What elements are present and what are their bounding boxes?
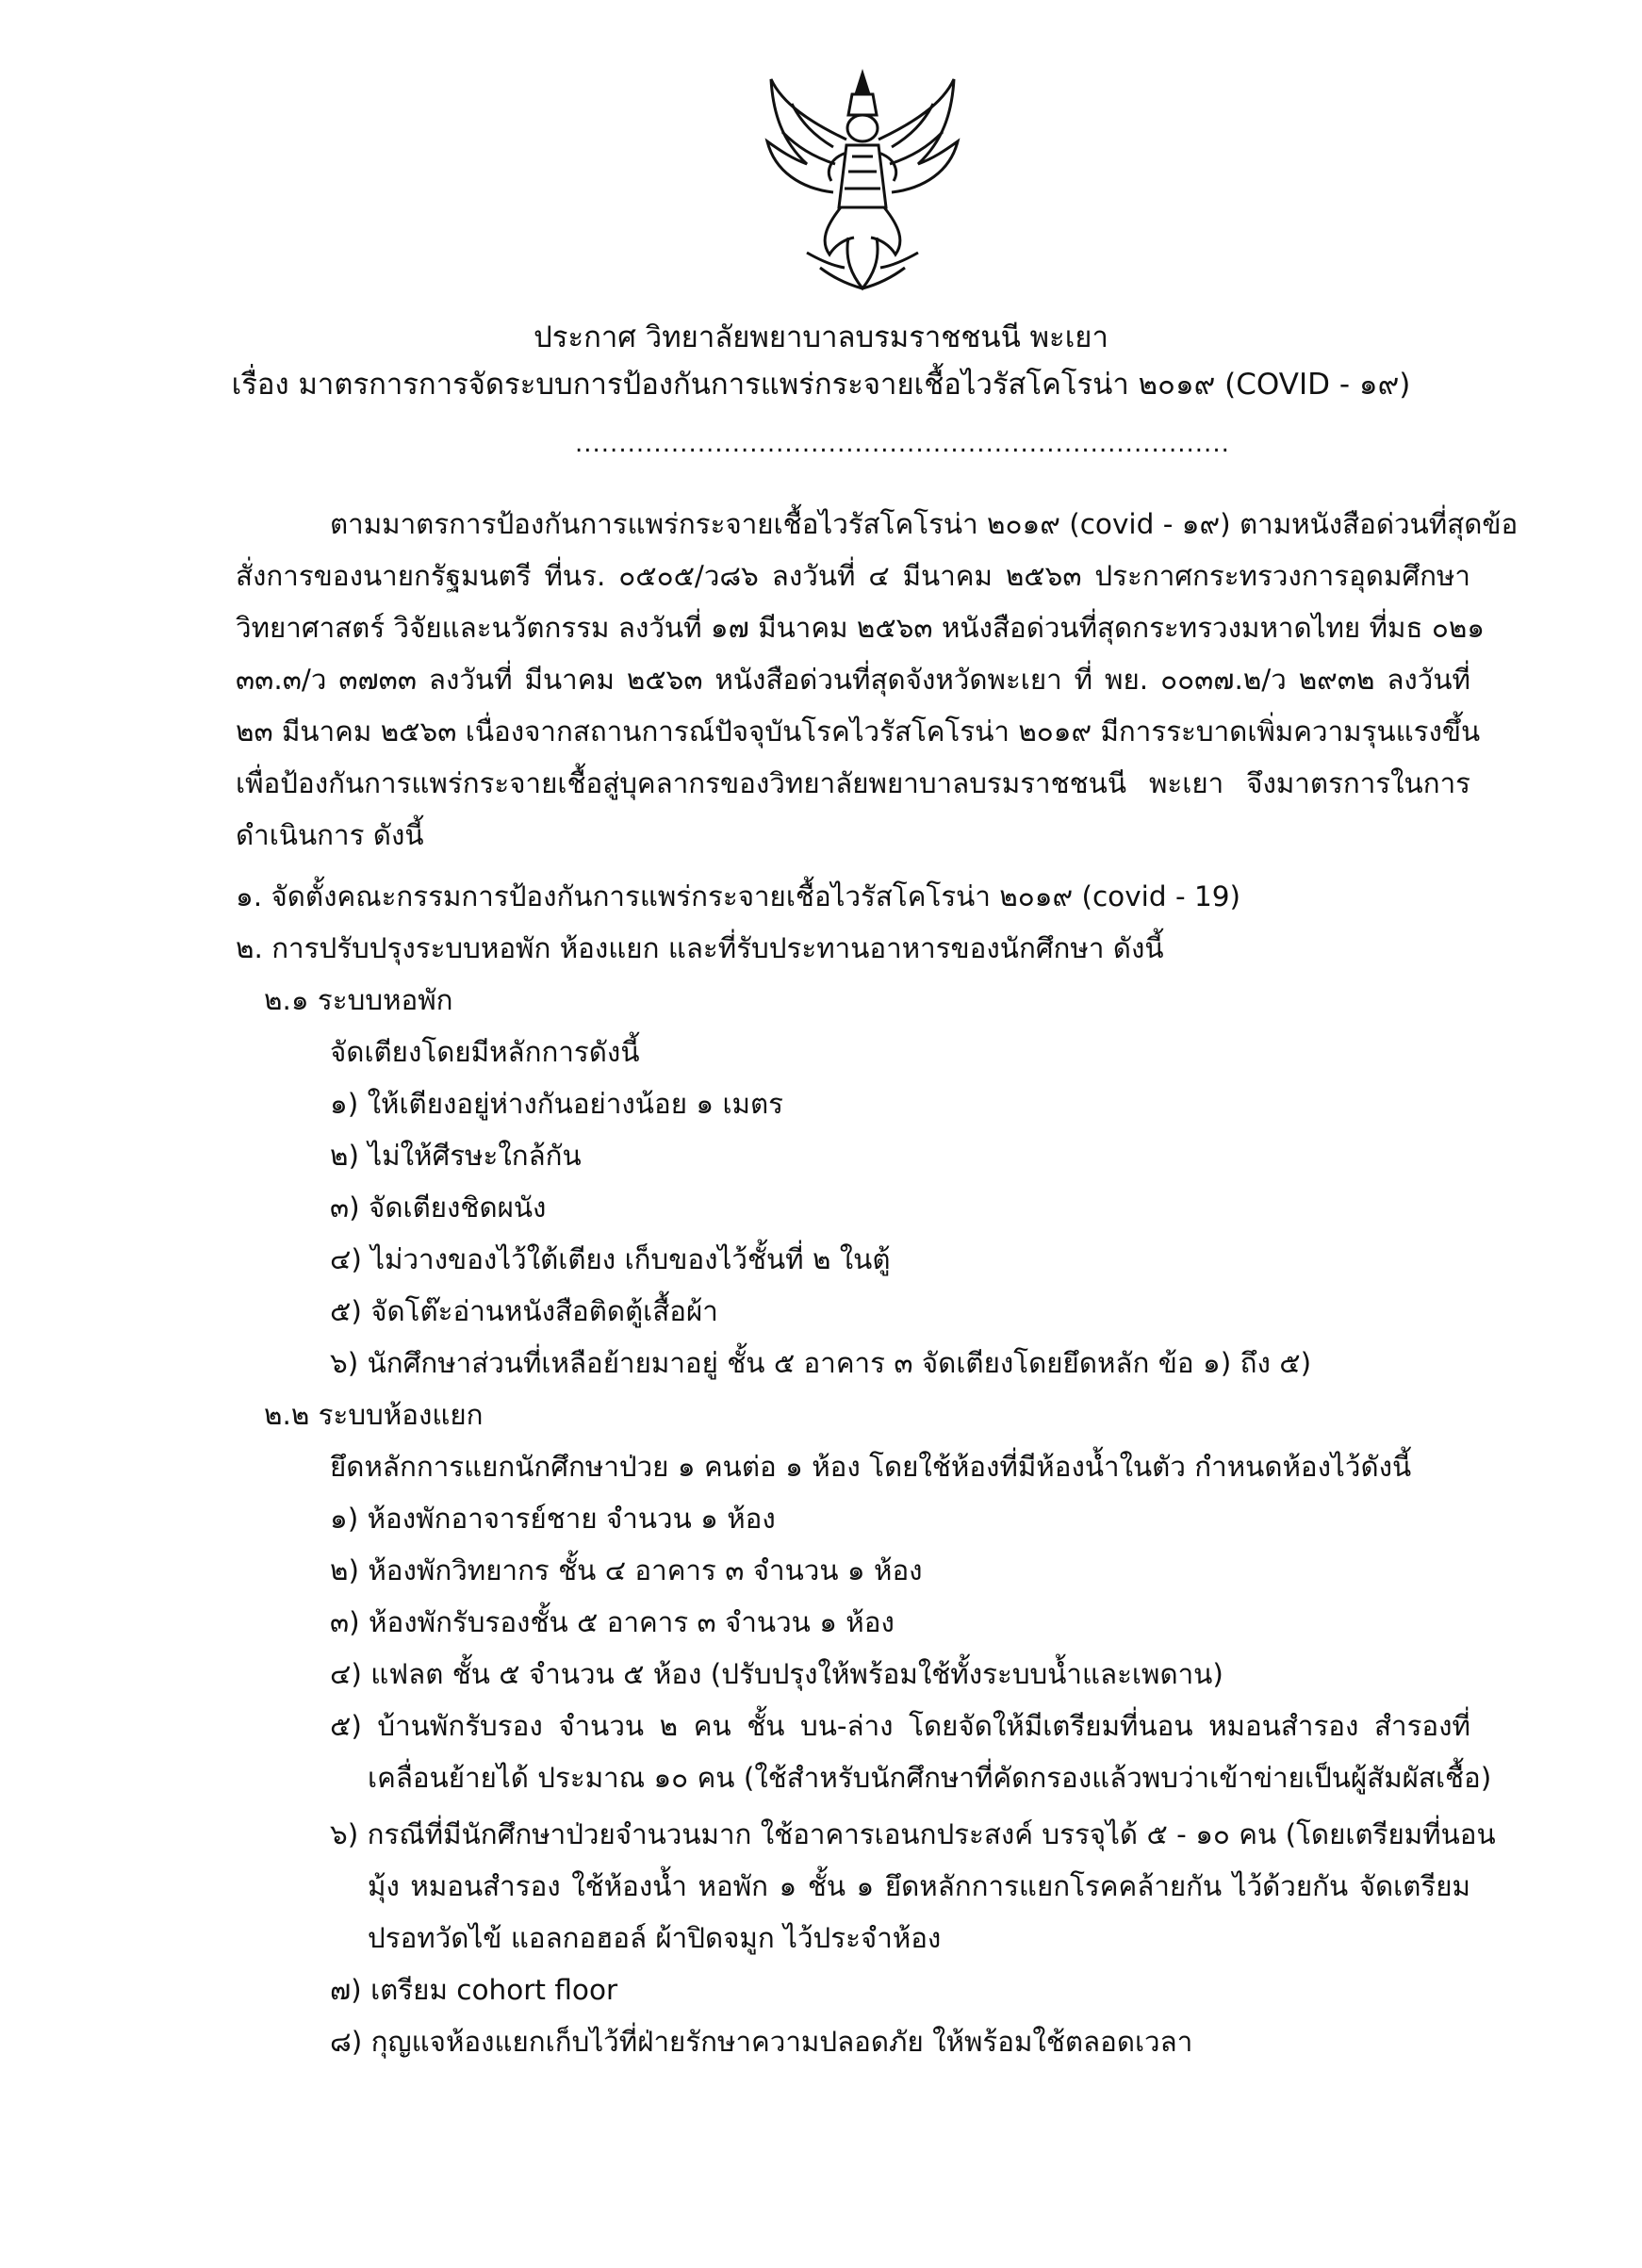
intro-line: สั่งการของนายกรัฐมนตรี ที่นร. ๐๕๐๕/ว๘๖ ลงวันที่ ๔ มีนาคม ๒๕๖๓ ประกาศกระทรวงการอุดมศึกษา <box>236 560 1470 592</box>
section-1-heading: ๑. จัดตั้งคณะกรรมการป้องกันการแพร่กระจายเชื้อไวรัสโคโรน่า ๒๐๑๙ (covid - 19) <box>236 880 1241 912</box>
garuda-emblem-icon <box>754 66 971 302</box>
intro-line: ดำเนินการ ดังนี้ <box>236 819 424 851</box>
isolation-item: ๒) ห้องพักวิทยากร ชั้น ๔ อาคาร ๓ จำนวน ๑ ห้อง <box>330 1554 923 1586</box>
dorm-item: ๑) ให้เตียงอยู่ห่างกันอย่างน้อย ๑ เมตร <box>330 1088 783 1120</box>
isolation-item-continued: มุ้ง หมอนสำรอง ใช้ห้องน้ำ หอพัก ๑ ชั้น ๑ ยึดหลักการแยกโรคคล้ายกัน ไว้ด้วยกัน จัดเตรียม <box>368 1870 1470 1902</box>
isolation-item-continued: ปรอทวัดไข้ แอลกอฮอล์ ผ้าปิดจมูก ไว้ประจำห้อง <box>368 1922 942 1954</box>
announcement-title: ประกาศ วิทยาลัยพยาบาลบรมราชชนนี พะเยา <box>534 320 1108 354</box>
dorm-item: ๖) นักศึกษาส่วนที่เหลือย้ายมาอยู่ ชั้น ๕ อาคาร ๓ จัดเตียงโดยยึดหลัก ข้อ ๑) ถึง ๕) <box>330 1347 1312 1379</box>
isolation-item: ๖) กรณีที่มีนักศึกษาป่วยจำนวนมาก ใช้อาคารเอนกประสงค์ บรรจุได้ ๕ - ๑๐ คน (โดยเตรียมที่นอน <box>330 1818 1496 1850</box>
isolation-heading: ๒.๒ ระบบห้องแยก <box>264 1399 484 1431</box>
isolation-item-continued: เคลื่อนย้ายได้ ประมาณ ๑๐ คน (ใช้สำหรับนักศึกษาที่คัดกรองแล้วพบว่าเข้าข่ายเป็นผู้สัมผัสเชื้อ) <box>368 1762 1492 1794</box>
intro-line: เพื่อป้องกันการแพร่กระจายเชื้อสู่บุคลากรของวิทยาลัยพยาบาลบรมราชชนนี พะเยา จึงมาตรการในการ <box>236 767 1470 799</box>
isolation-item: ๕) บ้านพักรับรอง จำนวน ๒ คน ชั้น บน-ล่าง โดยจัดให้มีเตรียมที่นอน หมอนสำรอง สำรองที่ <box>330 1710 1470 1742</box>
section-2-heading: ๒. การปรับปรุงระบบหอพัก ห้องแยก และที่รับประทานอาหารของนักศึกษา ดังนี้ <box>236 932 1164 964</box>
dorm-lead: จัดเตียงโดยมีหลักการดังนี้ <box>330 1036 640 1068</box>
announcement-subject: เรื่อง มาตรการการจัดระบบการป้องกันการแพร่กระจายเชื้อไวรัสโคโรน่า ๒๐๑๙ (COVID - ๑๙) <box>231 368 1411 402</box>
dorm-item: ๒) ไม่ให้ศีรษะใกล้กัน <box>330 1140 582 1172</box>
isolation-item: ๗) เตรียม cohort floor <box>330 1974 618 2006</box>
intro-line: ๓๓.๓/ว ๓๗๓๓ ลงวันที่ มีนาคม ๒๕๖๓ หนังสือด่วนที่สุดจังหวัดพะเยา ที่ พย. ๐๐๓๗.๒/ว ๒๙๓๒ ลงวันที่ <box>236 664 1470 696</box>
intro-line: ๒๓ มีนาคม ๒๕๖๓ เนื่องจากสถานการณ์ปัจจุบันโรคไวรัสโคโรน่า ๒๐๑๙ มีการระบาดเพิ่มความรุนแรงขึ้น <box>236 715 1481 748</box>
isolation-item: ๔) แฟลต ชั้น ๕ จำนวน ๕ ห้อง (ปรับปรุงให้พร้อมใช้ทั้งระบบน้ำและเพดาน) <box>330 1658 1223 1690</box>
isolation-item: ๘) กุญแจห้องแยกเก็บไว้ที่ฝ่ายรักษาความปลอดภัย ให้พร้อมใช้ตลอดเวลา <box>330 2026 1193 2058</box>
isolation-lead: ยึดหลักการแยกนักศึกษาป่วย ๑ คนต่อ ๑ ห้อง โดยใช้ห้องที่มีห้องน้ำในตัว กำหนดห้องไว้ดังนี้ <box>330 1451 1412 1483</box>
title-separator: ........................................................................... <box>575 430 1230 458</box>
dorm-item: ๕) จัดโต๊ะอ่านหนังสือติดตู้เสื้อผ้า <box>330 1295 718 1327</box>
isolation-item: ๑) ห้องพักอาจารย์ชาย จำนวน ๑ ห้อง <box>330 1503 776 1535</box>
intro-line: ตามมาตรการป้องกันการแพร่กระจายเชื้อไวรัสโคโรน่า ๒๐๑๙ (covid - ๑๙) ตามหนังสือด่วนที่สุดข้อ <box>330 508 1519 540</box>
isolation-item: ๓) ห้องพักรับรองชั้น ๕ อาคาร ๓ จำนวน ๑ ห้อง <box>330 1606 895 1638</box>
dorm-heading: ๒.๑ ระบบหอพัก <box>264 984 453 1016</box>
intro-line: วิทยาศาสตร์ วิจัยและนวัตกรรม ลงวันที่ ๑๗ มีนาคม ๒๕๖๓ หนังสือด่วนที่สุดกระทรวงมหาดไทย ที่มธ ๐๒๑ <box>236 612 1486 644</box>
dorm-item: ๓) จัดเตียงชิดผนัง <box>330 1192 547 1224</box>
dorm-item: ๔) ไม่วางของไว้ใต้เตียง เก็บของไว้ชั้นที่ ๒ ในตู้ <box>330 1243 891 1275</box>
